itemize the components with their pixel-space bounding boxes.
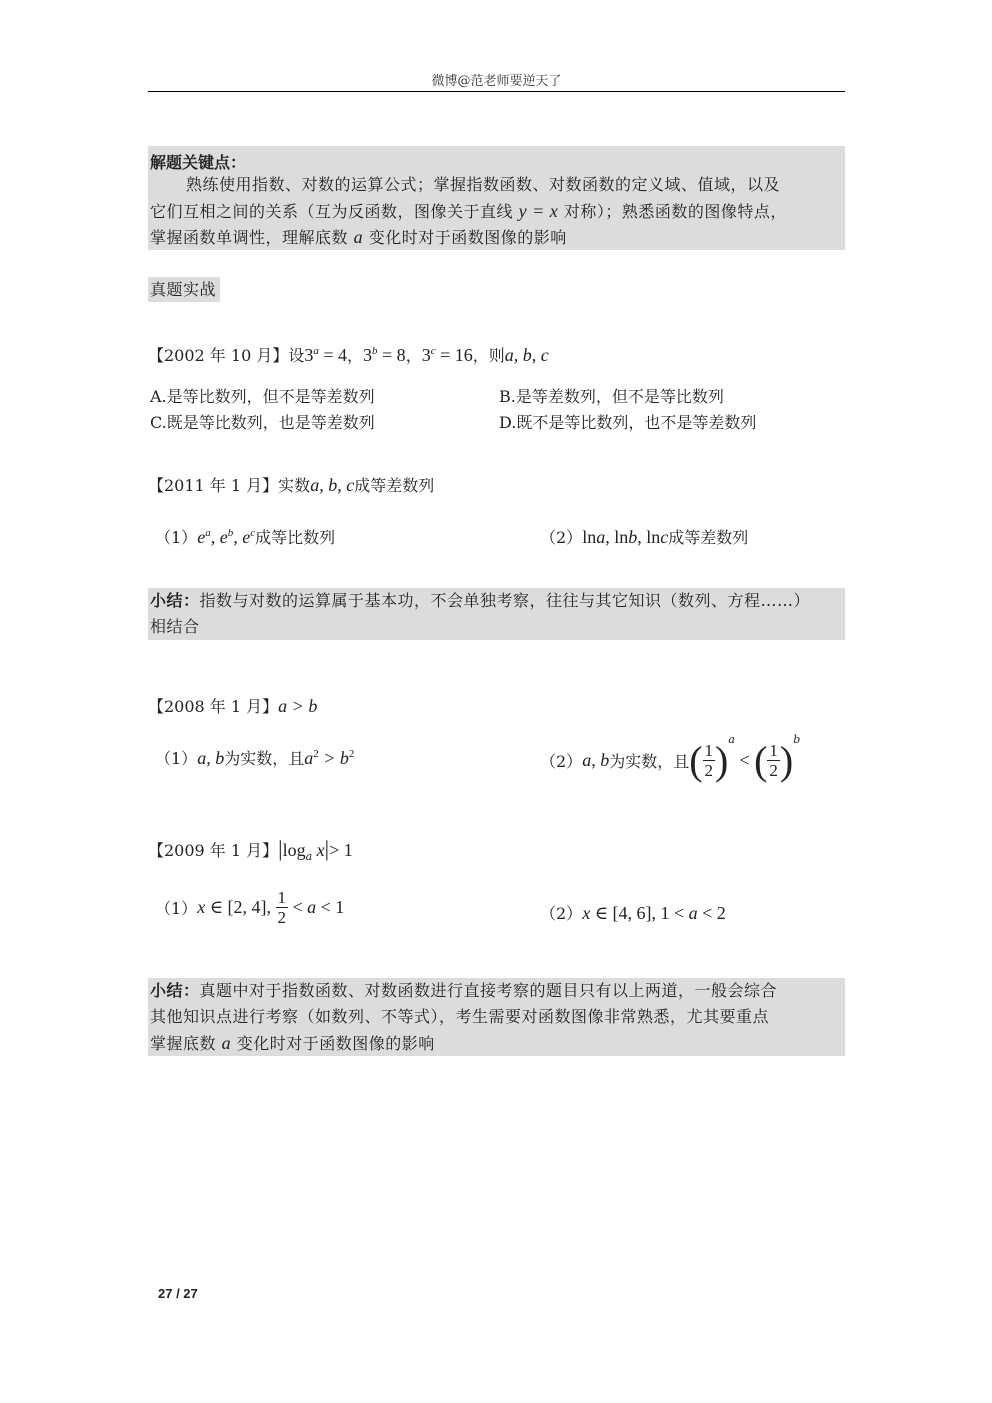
question-tag: 【2008 年 1 月】: [148, 697, 279, 716]
summary-box-1: 小结：指数与对数的运算属于基本功，不会单独考察，往往与其它知识（数列、方程……） 相结合: [148, 588, 845, 640]
summary-title: 小结：: [150, 591, 200, 610]
condition-2008-1: （1）a, b为实数，且$a^2 > b^2$: [155, 748, 355, 768]
condition-2009-1: （1）x ∈ [2, 4], $\frac{1}{2}$ < a < 1: [155, 888, 345, 927]
condition-2008-2: （2）a, b为实数，且( $\frac{1}{2}$ )$^a$ < ( $\frac{1}{2}$ )$^b$: [540, 733, 801, 783]
summary-title: 小结：: [150, 981, 200, 1000]
question-2009: 【2009 年 1 月】$|\log_a$ x|> 1: [148, 836, 353, 863]
key-points-title: 解题关键点：: [150, 153, 247, 172]
condition-2011-1: $(1)e^a$, $e^b$, $e^c$成等比数列: [155, 527, 336, 547]
math-y-eq-x: y = x: [518, 201, 559, 221]
option-d: D.既不是等比数列，也不是等差数列: [499, 413, 757, 432]
question-2002: 【2002 年 10 月】设$3^a = 4$，$3^b = 8$，$3^c = 16$，则a, b, c: [148, 345, 549, 365]
condition-2011-2: （2）lna, lnb, lnc成等差数列: [540, 527, 749, 547]
question-2008: 【2008 年 1 月】a > b: [148, 696, 318, 716]
question-tag: 【2002 年 10 月】: [148, 346, 289, 365]
math-a: a: [353, 227, 364, 247]
page-number: 27 / 27: [158, 1286, 198, 1301]
section-label: 真题实战: [148, 277, 220, 302]
summary-box-2: 小结：真题中对于指数函数、对数函数进行直接考察的题目只有以上两道，一般会综合 其他知识点进行考察（如数列、不等式），考生需要对函数图像非常熟悉，尤其要重点 掌握底数 a 变化时对于函数图像的影响: [148, 978, 845, 1056]
key-points-line-2: 它们互相之间的关系（互为反函数，图像关于直线 y = x 对称）；熟悉函数的图像特点，: [150, 201, 787, 221]
key-points-line-1: 熟练使用指数、对数的运算公式；掌握指数函数、对数函数的定义域、值域，以及: [186, 175, 781, 194]
math-a: a: [221, 1033, 232, 1053]
key-points-line-3: 掌握函数单调性，理解底数 a 变化时对于函数图像的影响: [150, 227, 567, 247]
question-tag: 【2011 年 1 月】: [148, 476, 279, 495]
question-2011: 【2011 年 1 月】实数a, b, c成等差数列: [148, 475, 435, 495]
condition-2009-2: （2）x ∈ [4, 6], 1 < a < 2: [540, 903, 726, 923]
header-divider: [148, 91, 845, 92]
question-tag: 【2009 年 1 月】: [148, 841, 279, 860]
option-c: C.既是等比数列，也是等差数列: [150, 413, 375, 432]
page-header: 微博@范老师要逆天了: [431, 74, 562, 89]
key-points-box: [148, 146, 845, 250]
option-b: B.是等差数列，但不是等比数列: [499, 387, 724, 406]
option-a: A.是等比数列，但不是等差数列: [150, 387, 375, 406]
